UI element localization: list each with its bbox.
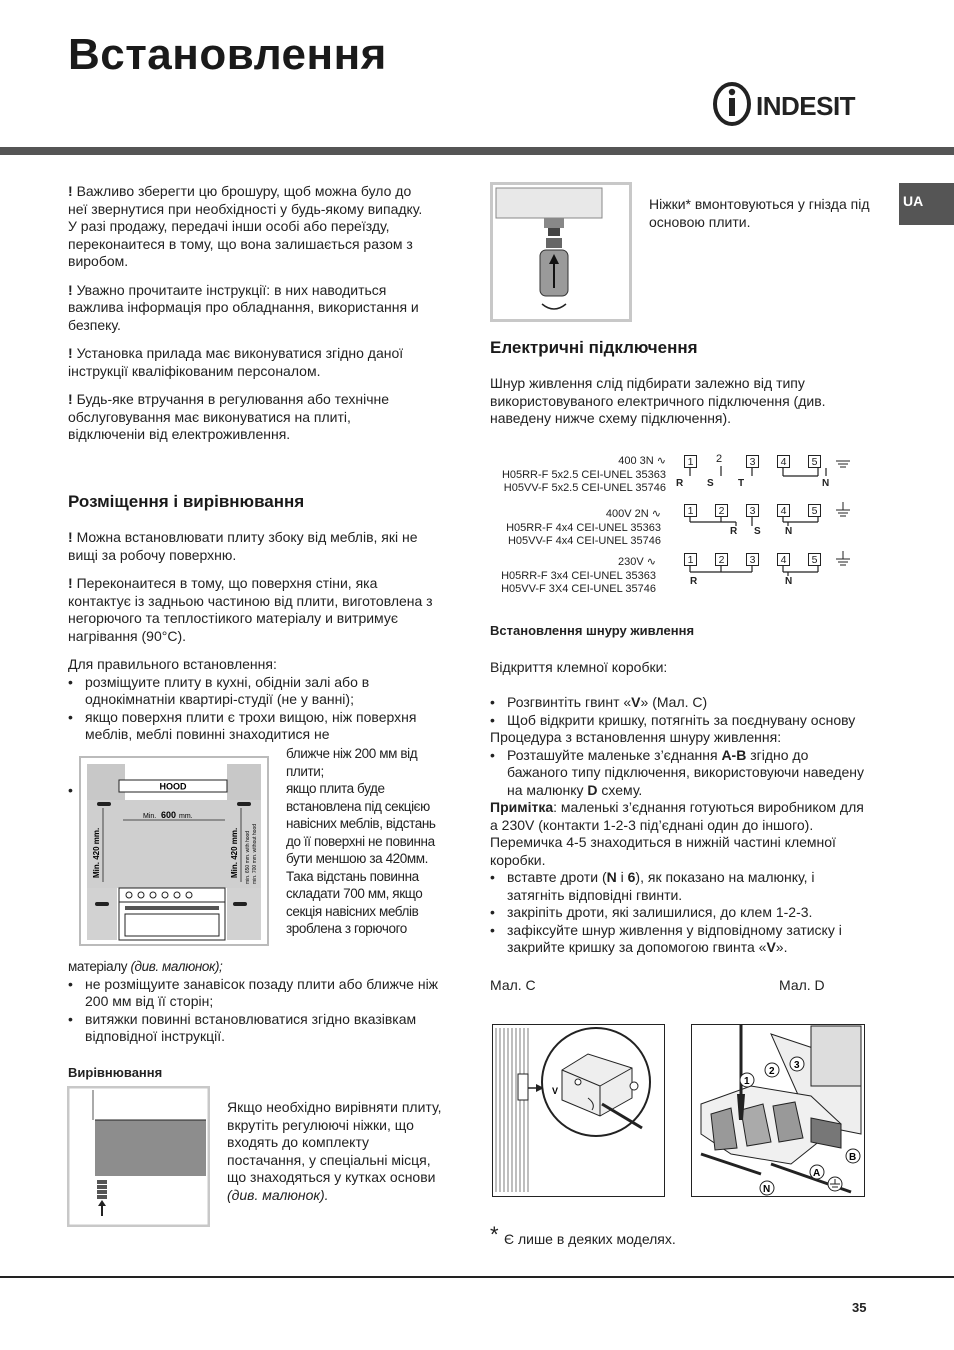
terminal-5: 5 <box>808 455 821 468</box>
terminal-1: 1 <box>684 553 697 566</box>
hood-label: HOOD <box>159 781 187 792</box>
ac-icon: ∿ <box>651 508 661 520</box>
min420-left: Min. 420 mm. <box>92 827 101 878</box>
terminal-3: 3 <box>746 553 759 566</box>
indesit-logo <box>712 82 872 126</box>
note-label: Примітка <box>490 799 554 815</box>
scheme-1-cable-2: H05VV-F 5x2.5 CEI-UNEL 35746 <box>503 482 666 494</box>
footnote-text: Є лише в деяких моделях. <box>504 1231 676 1247</box>
fig-d-num-2: 2 <box>769 1066 775 1077</box>
list-item <box>490 694 870 712</box>
s2-bold-1: N <box>606 869 617 885</box>
label-n: N <box>785 576 793 587</box>
scheme-3-cable-1: H05RR-F 3x4 CEI-UNEL 35363 <box>501 569 656 582</box>
intro-text-2: Уважно прочитаите інструкції: в них наводиться важлива інформація про обладнання, використання и безпеку. <box>68 281 419 333</box>
wiring-scheme-1-text <box>480 455 666 496</box>
placement-heading: Розміщення і вирівнювання <box>68 492 305 511</box>
s2-mid: і <box>616 869 628 885</box>
procedure-list-2 <box>490 869 870 957</box>
list-item <box>490 922 870 957</box>
placement-warn-2-text: Переконаитеся в тому, що поверхня стіни, яка контактує із задньою частиною від плити, виготовлена з негорючого та теплостіикого матеріалу и витримує нагрівання (90°С). <box>68 575 433 644</box>
ac-icon: ∿ <box>656 455 666 467</box>
label-s: S <box>707 478 714 489</box>
electrical-text: Шнур живлення слід підбирати залежно від типу використовуваного електричного підключення (див. наведену нижче схему підключення). <box>490 375 826 426</box>
header-bar <box>0 147 954 155</box>
terminal-diagram <box>676 452 856 602</box>
b3-end-text: матеріалу <box>68 959 128 974</box>
note-body: : маленькі з’єднання готуються виробником для а 230V (контакти 1-2-3 під’єднані один до іншого). Перемичка 4-5 знаходиться в нижній частині клемної коробки. <box>490 799 864 868</box>
procedure-text: Процедура з встановлення шнуру живлення: <box>490 729 782 745</box>
min600-value: 600 <box>161 810 177 820</box>
scheme-3-cable-2: H05VV-F 3X4 CEI-UNEL 35746 <box>501 583 656 595</box>
note-700: min. 700 mm. without hood <box>252 823 258 884</box>
intro-para-1: ! Важливо зберегти цю брошуру, щоб можна було до неї звернутися при необхідності у будь-якому випадку. У разі продажу, передачі інши особі або переїзду, переконаитеся в тому, що вона залишається разом з виробом. <box>68 183 423 269</box>
label-n: N <box>822 478 830 489</box>
leveling-text-italic: (див. малюнок). <box>227 1186 329 1203</box>
terminal-3: 3 <box>746 504 759 517</box>
fig-c-label: Мал. C <box>490 977 536 993</box>
placement-warn-1: ! Можна встановлювати плиту збоку від меблів, які не вищі за робочу поверхню. <box>68 529 418 563</box>
s4-bold: V <box>766 939 776 955</box>
fig-d-a: A <box>813 1168 821 1179</box>
scheme-3-voltage: 230V <box>618 556 644 568</box>
s4-pre: зафіксуйте шнур живлення у відповідному затиску і закрийте кришку за допомогою гвинта « <box>507 921 842 955</box>
placement-block-2 <box>68 958 448 1046</box>
list-item: • Щоб відкрити кришку, потягніть за поєднувану основу <box>490 712 870 730</box>
fig-d-num-1: 1 <box>744 1076 750 1087</box>
list-item: • якщо поверхня плити є трохи вищою, ніж поверхня меблів, меблі повинні знаходитися не <box>68 709 438 744</box>
label-r: R <box>690 576 698 587</box>
brand-text: INDESIT <box>756 91 856 121</box>
intro-para-4: ! Будь-яке втручання в регулювання або технічне обслуговування має виконуватися на плиті, відключеніи від електроживлення. <box>68 391 390 442</box>
note-text <box>490 799 870 869</box>
placement-warn-2: ! Переконаитеся в тому, що поверхня стіни, яка контактує із задньою частиною від плити, виготовлена з негорючого та теплостіикого матеріалу и витримує нагрівання (90°С). <box>68 575 433 644</box>
terminal-5: 5 <box>808 553 821 566</box>
placement-b2-cont: ближче ніж 200 мм від плити; <box>286 746 418 779</box>
opening-list <box>490 694 870 729</box>
s1-bold: A-B <box>721 746 747 763</box>
leveling-text-main: Якщо необхідно вирівняти плиту, вкрутіть регулюючі ніжки, що входять до комплекту постачання, у спеціальні місця, що знаходяться у кутках основи <box>227 1099 442 1185</box>
terminal-4: 4 <box>777 553 790 566</box>
b3-end-italic: (див. малюнок); <box>130 959 223 974</box>
fig-d-label: Мал. D <box>779 977 825 993</box>
min600-unit: mm. <box>179 813 193 820</box>
scheme-1-cable-1: H05RR-F 5x2.5 CEI-UNEL 35363 <box>501 468 666 481</box>
page-number: 35 <box>852 1300 867 1315</box>
scheme-1-voltage: 400 3N <box>618 455 654 467</box>
footnote-star: * <box>490 1222 499 1247</box>
s1-pre: Розташуйте маленьке з’єднання <box>507 746 718 763</box>
s2-pre: вставте дроти ( <box>507 869 607 885</box>
list-item: • закріпіть дроти, які залишилися, до клем 1-2-3. <box>490 904 870 922</box>
feet-note: Ніжки* вмонтовуються у гнізда під основою плити. <box>649 196 870 230</box>
scheme-2-cable-2: H05VV-F 4x4 CEI-UNEL 35746 <box>507 535 661 547</box>
leveling-figure <box>67 1086 210 1227</box>
list-item <box>490 747 870 800</box>
terminal-3: 3 <box>746 455 759 468</box>
feet-figure <box>490 182 632 322</box>
s1-post: схему. <box>601 781 643 798</box>
language-tab: UA <box>899 183 954 225</box>
leveling-heading: Вирівнювання <box>68 1065 163 1080</box>
min600-prefix: Min. <box>143 813 157 820</box>
wiring-scheme-3-text <box>480 556 656 597</box>
electrical-heading: Електричні підключення <box>490 338 698 357</box>
terminal-5: 5 <box>808 504 821 517</box>
intro-block <box>68 183 428 444</box>
label-s: S <box>754 526 761 537</box>
s2-bold-2: 6 <box>627 869 636 885</box>
s4-post: ». <box>775 939 788 955</box>
terminal-1: 1 <box>684 504 697 517</box>
s1-bold-2: D <box>587 781 598 798</box>
label-n: N <box>785 526 793 537</box>
ground-icon <box>836 461 850 565</box>
fig-d-b: B <box>849 1152 857 1163</box>
terminal-4: 4 <box>777 504 790 517</box>
placement-side-text <box>286 745 451 938</box>
fig-c-terminal-box <box>492 1024 666 1198</box>
scheme-2-cable-1: H05RR-F 4x4 CEI-UNEL 35363 <box>506 521 661 534</box>
cord-block <box>490 694 870 957</box>
o1-bold: V <box>631 694 641 710</box>
fig-d-num-3: 3 <box>794 1060 800 1071</box>
label-t: T <box>738 478 745 489</box>
s1-mid: згідно до бажаного типу підключення, використовуючи наведену на малюнку <box>507 746 864 798</box>
intro-para-2: ! Уважно прочитаите інструкції: в них наводиться важлива інформація про обладнання, використання и безпеку. <box>68 281 419 333</box>
placement-b3-end <box>68 958 448 976</box>
o1-pre: Розгвинтіть гвинт « <box>507 694 632 710</box>
intro-para-3: ! Установка прилада має виконуватися згідно даної інструкції кваліфікованим персоналом. <box>68 345 404 379</box>
terminal-4: 4 <box>777 455 790 468</box>
terminal-2: 2 <box>715 504 728 517</box>
cord-heading: Встановлення шнуру живлення <box>490 623 695 638</box>
wiring-scheme-2-text <box>480 508 661 549</box>
placement-block <box>68 529 438 744</box>
procedure-list-1 <box>490 747 870 800</box>
o1-post: » (Мал. C) <box>640 694 708 710</box>
scheme-2-voltage: 400V 2N <box>605 508 649 520</box>
leveling-text <box>227 1099 449 1204</box>
intro-text-4: Будь-яке втручання в регулювання або технічне обслуговування має виконуватися на плиті, відключеніи від електроживлення. <box>68 391 390 442</box>
list-item: • не розміщуите занавісок позаду плити або ближче ніж 200 мм від її сторін; <box>68 976 448 1011</box>
placement-list <box>68 674 438 744</box>
note-650: min. 650 mm. with hood <box>245 830 251 884</box>
opening-text: Відкриття клемної коробки: <box>490 659 668 675</box>
placement-b3b: Така відстань повинна складати 700 мм, якщо секція навісних меблів зроблена з горючого <box>286 868 423 936</box>
ac-icon: ∿ <box>646 556 656 568</box>
intro-text-3: Установка прилада має виконуватися згідно даної інструкції кваліфікованим персоналом. <box>68 345 404 379</box>
terminal-2: 2 <box>715 553 728 566</box>
list-item: • розміщуите плиту в кухні, обідніи залі або в однокімнатніи квартирі-студії (не у ванні); <box>68 674 438 709</box>
s2-post: ), як показано на малюнку, і затягніть відповідні гвинти. <box>507 869 815 903</box>
page-title: Встановлення <box>68 30 387 79</box>
list-item: • витяжки повинні встановлюватися згідно вказівкам відповідної інструкції. <box>68 1011 448 1046</box>
min420-right: Min. 420 mm. <box>230 827 239 878</box>
fig-d-terminal-connection <box>691 1024 866 1198</box>
placement-intro: Для правильного встановлення: <box>68 656 277 672</box>
hood-clearance-diagram <box>79 756 269 946</box>
wiring-lines <box>676 452 856 602</box>
placement-b3: якщо плита буде встановлена під секцією навісних меблів, відстань до її поверхні не повинна бути меншою за 420мм. <box>286 781 436 866</box>
terminal-2-label: 2 <box>716 453 723 465</box>
terminal-1: 1 <box>684 455 697 468</box>
fig-d-n: N <box>763 1184 771 1195</box>
placement-list-2 <box>68 976 448 1046</box>
label-r: R <box>730 526 738 537</box>
footer-rule <box>0 1276 954 1278</box>
intro-text-1: Важливо зберегти цю брошуру, щоб можна було до неї звернутися при необхідності у будь-якому випадку. У разі продажу, передачі інши особі або переїзду, переконаитеся в тому, що вона залишається разом з виробом. <box>68 183 423 269</box>
label-r: R <box>676 478 684 489</box>
fig-c-v: V <box>552 1086 559 1096</box>
list-item <box>490 869 870 904</box>
bullet-marker: • <box>68 782 73 798</box>
placement-warn-1-text: Можна встановлювати плиту збоку від меблів, які не вищі за робочу поверхню. <box>68 529 418 563</box>
